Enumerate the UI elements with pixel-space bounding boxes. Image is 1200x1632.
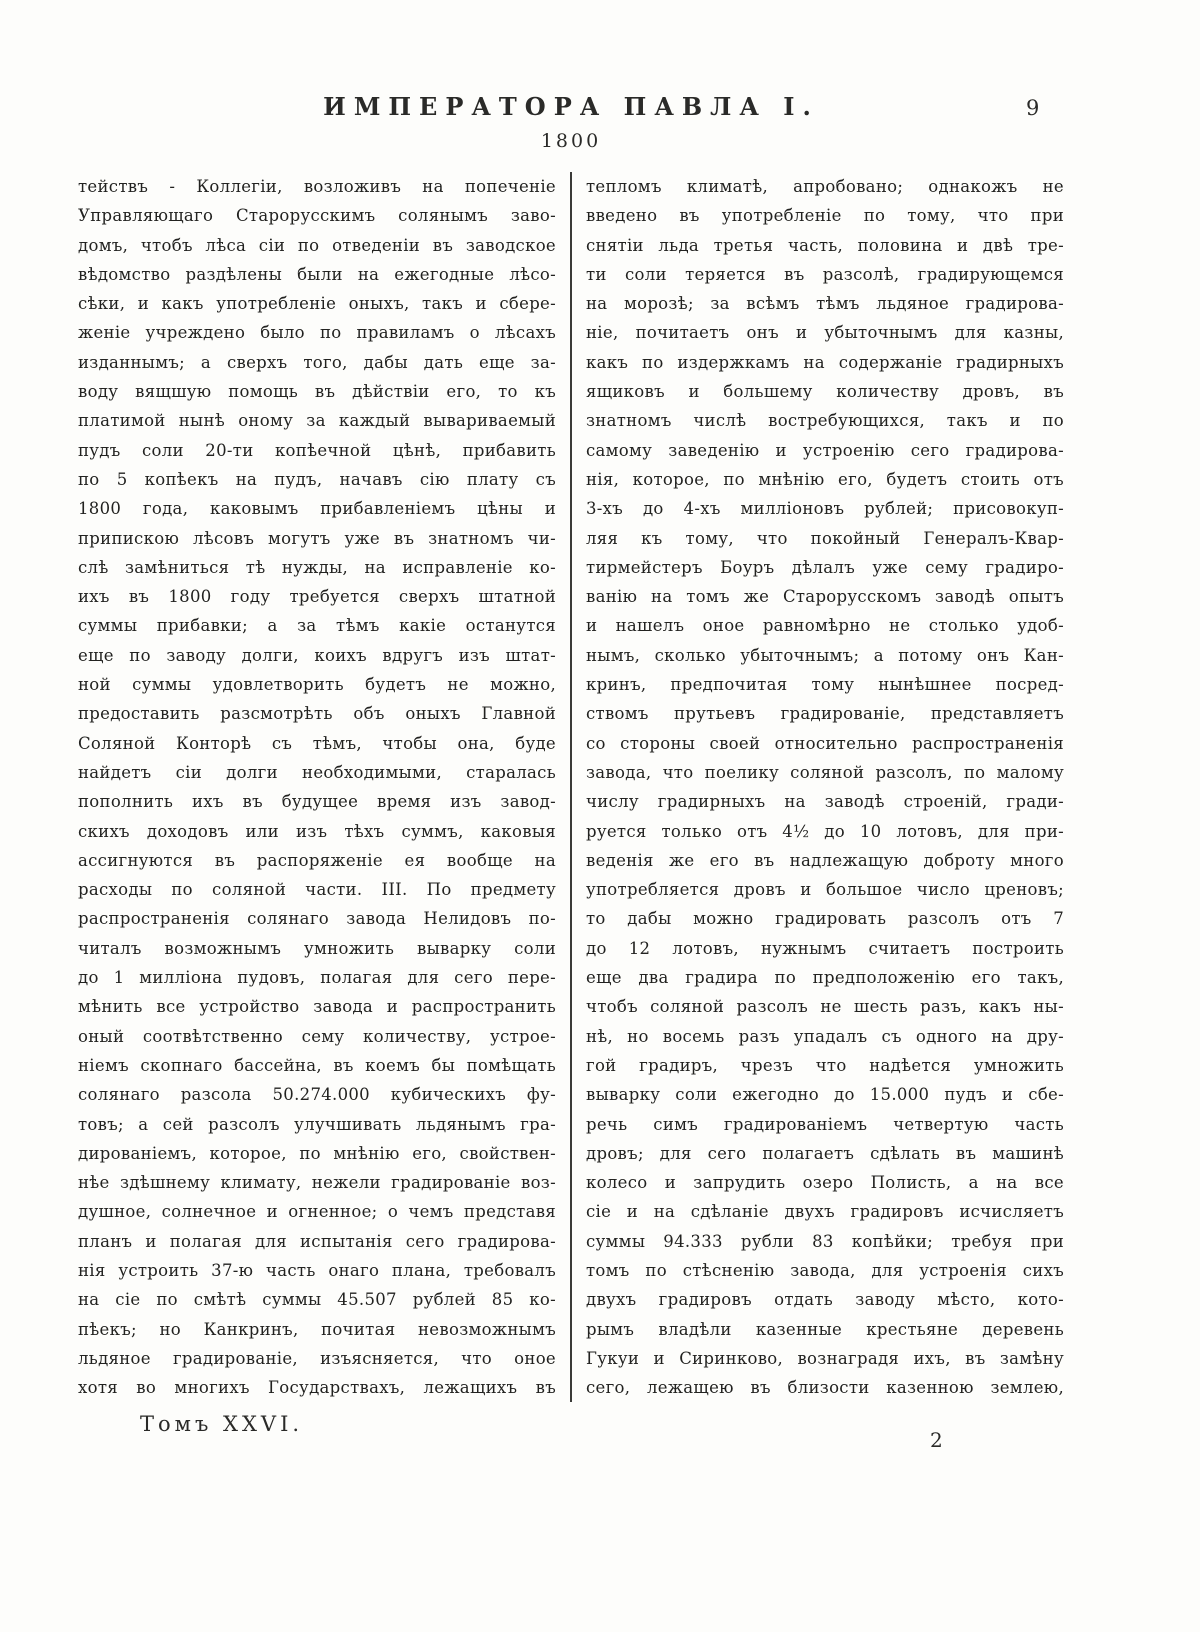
text-line: нымъ, сколько убыточнымъ; а потому онъ Кан- — [586, 645, 1064, 665]
text-line: двухъ градировъ отдать заводу мѣсто, кото- — [586, 1290, 1064, 1310]
text-line: припискою лѣсовъ могутъ уже въ знатномъ чи- — [78, 528, 556, 548]
text-line: суммы прибавки; а за тѣмъ какіе останутся — [78, 616, 556, 636]
text-line: кринъ, предпочитая тому нынѣшнее посред- — [586, 675, 1064, 695]
text-line: на морозѣ; за всѣмъ тѣмъ льдяное градирова- — [586, 294, 1064, 314]
text-line: до 12 лотовъ, нужнымъ считаетъ построить — [586, 938, 1064, 958]
volume-label: Томъ XXVI. — [140, 1412, 304, 1436]
text-line: ихъ въ 1800 году требуется сверхъ штатной — [78, 587, 556, 607]
text-line: выварку соли ежегодно до 15.000 пудъ и сбе- — [586, 1085, 1064, 1105]
text-line: рымъ владѣли казенные крестьяне деревень — [586, 1319, 1064, 1339]
text-line: чтобъ соляной разсолъ не шесть разъ, какъ ны- — [586, 997, 1064, 1017]
text-line: оный соотвѣтственно сему количеству, устрое- — [78, 1026, 556, 1046]
text-line: вѣдомство раздѣлены были на ежегодные лѣсо- — [78, 264, 556, 284]
text-line: по 5 копѣекъ на пудъ, начавъ сію плату съ — [78, 469, 556, 489]
text-line: изданнымъ; а сверхъ того, дабы дать еще за- — [78, 352, 556, 372]
text-line: тепломъ климатѣ, апробовано; однакожъ не — [586, 177, 1064, 196]
text-line: найдетъ сіи долги необходимыми, старалась — [78, 762, 556, 782]
text-line: речь симъ градированіемъ четвертую часть — [586, 1114, 1064, 1134]
text-line: ящиковъ и большему количеству дровъ, въ — [586, 382, 1064, 402]
text-line: и нашелъ оное равномѣрно не столько удоб- — [586, 616, 1064, 636]
text-line: мѣнить все устройство завода и распространить — [78, 997, 556, 1017]
text-line: скихъ доходовъ или изъ тѣхъ суммъ, каковыя — [78, 821, 556, 841]
text-line: нія, которое, по мнѣнію его, будетъ стоить отъ — [586, 469, 1064, 489]
text-line: дровъ; для сего полагаетъ сдѣлать въ машинѣ — [586, 1143, 1064, 1163]
text-line: на сіе по смѣтѣ суммы 45.507 рублей 85 ко- — [78, 1290, 556, 1310]
text-line: распространенія солянаго завода Нелидовъ по- — [78, 909, 556, 929]
text-line: сего, лежащею въ близости казенною землею, — [586, 1378, 1064, 1398]
text-line: какъ по издержкамъ на содержаніе градирныхъ — [586, 352, 1064, 372]
signature-mark: 2 — [930, 1428, 943, 1452]
text-line: введено въ употребленіе по тому, что при — [586, 206, 1064, 226]
text-line: ассигнуются въ распоряженіе ея вообще на — [78, 850, 556, 870]
left-column — [78, 172, 556, 1402]
text-line: планъ и полагая для испытанія сего градирова- — [78, 1231, 556, 1251]
text-line: нѣе здѣшнему климату, нежели градированіе воз- — [78, 1173, 556, 1193]
text-line: ніе, почитаетъ онъ и убыточнымъ для казны, — [586, 323, 1064, 343]
text-line: солянаго разсола 50.274.000 кубическихъ фу- — [78, 1085, 556, 1105]
text-line: 3-хъ до 4-хъ милліоновъ рублей; присовокуп- — [586, 499, 1064, 519]
text-line: снятіи льда третья часть, половина и двѣ тре- — [586, 235, 1064, 255]
text-line: еще два градира по предположенію его такъ, — [586, 968, 1064, 988]
text-line: душное, солнечное и огненное; о чемъ представя — [78, 1202, 556, 1222]
text-line: расходы по соляной части. III. По предмету — [78, 880, 556, 900]
text-line: домъ, чтобъ лѣса сіи по отведеніи въ заводское — [78, 235, 556, 255]
text-line: томъ по стѣсненію завода, для устроенія сихъ — [586, 1260, 1064, 1280]
text-line: тействъ - Коллегіи, возложивъ на попеченіе — [78, 177, 556, 196]
text-line: читалъ возможнымъ умножить выварку соли — [78, 938, 556, 958]
text-line: ніемъ скопнаго бассейна, въ коемъ бы помѣщать — [78, 1055, 556, 1075]
text-line: пудъ соли 20-ти копѣечной цѣнѣ, прибавить — [78, 440, 556, 460]
text-line: еще по заводу долги, коихъ вдругъ изъ штат- — [78, 645, 556, 665]
text-line: предоставить разсмотрѣть объ оныхъ Главной — [78, 704, 556, 724]
text-line: пополнить ихъ въ будущее время изъ завод- — [78, 792, 556, 812]
text-line: тирмейстеръ Боуръ дѣлалъ уже сему градиро- — [586, 557, 1064, 577]
text-line: до 1 милліона пудовъ, полагая для сего пере- — [78, 968, 556, 988]
text-line: пѣекъ; но Канкринъ, почитая невозможнымъ — [78, 1319, 556, 1339]
right-column — [586, 172, 1064, 1402]
text-line: женіе учреждено было по правиламъ о лѣсахъ — [78, 323, 556, 343]
text-line: веденія же его въ надлежащую доброту много — [586, 850, 1064, 870]
text-line: сѣки, и какъ употребленіе оныхъ, такъ и сбере- — [78, 294, 556, 314]
text-line: со стороны своей относительно распространенія — [586, 733, 1064, 753]
text-line: платимой нынѣ оному за каждый вывариваемый — [78, 411, 556, 431]
text-line: ти соли теряется въ разсолѣ, градирующемся — [586, 264, 1064, 284]
text-line: то дабы можно градировать разсолъ отъ 7 — [586, 909, 1064, 929]
text-line: знатномъ числѣ востребующихся, такъ и по — [586, 411, 1064, 431]
text-line: ной суммы удовлетворить будетъ не можно, — [78, 675, 556, 695]
text-line: числу градирныхъ на заводѣ строеній, гради- — [586, 792, 1064, 812]
text-line: Соляной Конторѣ съ тѣмъ, чтобы она, буде — [78, 733, 556, 753]
page-number: 9 — [1026, 96, 1040, 120]
text-line: гой градиръ, чрезъ что надѣется умножить — [586, 1055, 1064, 1075]
year-heading: 1800 — [540, 130, 602, 152]
text-line: дированіемъ, которое, по мнѣнію его, свойствен- — [78, 1143, 556, 1163]
text-line: Гукуи и Сиринково, вознаградя ихъ, въ замѣну — [586, 1348, 1064, 1368]
text-line: товъ; а сей разсолъ улучшивать льдянымъ гра- — [78, 1114, 556, 1134]
text-line: ванію на томъ же Старорусскомъ заводѣ опытъ — [586, 587, 1064, 607]
text-line: слѣ замѣниться тѣ нужды, на исправленіе ко- — [78, 557, 556, 577]
text-line: употребляется дровъ и большое число цреновъ; — [586, 880, 1064, 900]
text-columns — [78, 172, 1070, 1402]
text-line: ляя къ тому, что покойный Генералъ-Квар- — [586, 528, 1064, 548]
column-divider-rule — [570, 172, 572, 1402]
text-line: ствомъ прутьевъ градированіе, представляетъ — [586, 704, 1064, 724]
text-line: нѣ, но восемь разъ упадалъ съ одного на дру- — [586, 1026, 1064, 1046]
text-line: завода, что поелику соляной разсолъ, по малому — [586, 762, 1064, 782]
text-line: хотя во многихъ Государствахъ, лежащихъ въ — [78, 1378, 556, 1398]
text-line: воду вящшую помощь въ дѣйствіи его, то къ — [78, 382, 556, 402]
text-line: Управляющаго Старорусскимъ солянымъ заво- — [78, 206, 556, 226]
text-line: нія устроить 37-ю часть онаго плана, требовалъ — [78, 1260, 556, 1280]
text-line: самому заведенію и устроенію сего градирова- — [586, 440, 1064, 460]
text-line: сіе и на сдѣланіе двухъ градировъ исчисляетъ — [586, 1202, 1064, 1222]
text-line: льдяное градированіе, изъясняется, что оное — [78, 1348, 556, 1368]
text-line: колесо и запрудить озеро Полисть, а на все — [586, 1173, 1064, 1193]
page-header-title: ИМПЕРАТОРА ПАВЛА I. — [323, 92, 819, 121]
text-line: руется только отъ 4½ до 10 лотовъ, для при- — [586, 821, 1064, 841]
text-line: 1800 года, каковымъ прибавленіемъ цѣны и — [78, 499, 556, 519]
text-line: суммы 94.333 рубли 83 копѣйки; требуя при — [586, 1231, 1064, 1251]
